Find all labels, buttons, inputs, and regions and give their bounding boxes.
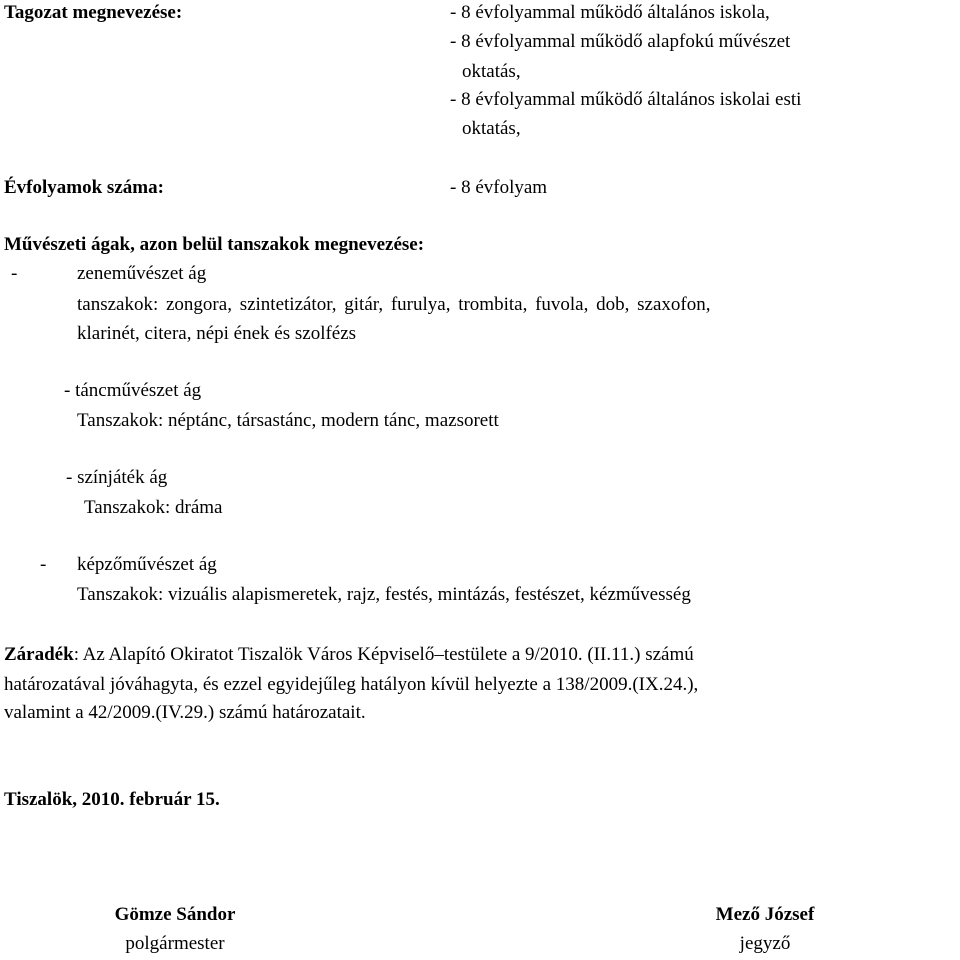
dance-title: - táncművészet ág (64, 380, 202, 401)
signature-right-name: Mező József (715, 904, 815, 925)
music-title: zeneművészet ág (77, 263, 207, 284)
signature-left-name: Gömze Sándor (114, 904, 236, 925)
visual-dash: - (40, 554, 47, 575)
signature-left-title: polgármester (125, 933, 225, 954)
visual-line-1: Tanszakok: vizuális alapismeretek, rajz, festés, mintázás, festészet, kézművesség (77, 584, 691, 605)
music-dash: - (11, 263, 18, 284)
place-date: Tiszalök, 2010. február 15. (4, 789, 220, 810)
unit-line-3: oktatás, (462, 61, 521, 82)
clause-line-3: valamint a 42/2009.(IV.29.) számú határozatait. (4, 702, 366, 723)
branches-heading: Művészeti ágak, azon belül tanszakok megnevezése: (4, 234, 425, 255)
unit-line-2: - 8 évfolyammal működő alapfokú művészet (450, 31, 791, 52)
grades-label: Évfolyamok száma: (4, 177, 164, 198)
unit-line-5: oktatás, (462, 118, 521, 139)
clause-line-2: határozatával jóváhagyta, és ezzel egyidejűleg hatályon kívül helyezte a 138/2009.(IX.24.), (4, 674, 699, 695)
drama-title: - színjáték ág (66, 467, 168, 488)
signature-right-title: jegyző (739, 933, 791, 954)
visual-title: képzőművészet ág (77, 554, 217, 575)
unit-label: Tagozat megnevezése: (4, 2, 183, 23)
clause-line-1-text: : Az Alapító Okiratot Tiszalök Város Képviselő–testülete a 9/2010. (II.11.) számú (73, 644, 694, 665)
clause-label: Záradék (4, 644, 74, 665)
unit-line-4: - 8 évfolyammal működő általános iskolai esti (450, 89, 802, 110)
music-line-1: tanszakok: zongora, szintetizátor, gitár, furulya, trombita, fuvola, dob, szaxofon, (77, 294, 711, 315)
unit-line-1: - 8 évfolyammal működő általános iskola, (450, 2, 770, 23)
dance-line-1: Tanszakok: néptánc, társastánc, modern tánc, mazsorett (77, 410, 499, 431)
music-line-2: klarinét, citera, népi ének és szolfézs (77, 323, 357, 344)
drama-line-1: Tanszakok: dráma (84, 497, 223, 518)
clause-line-1 (4, 645, 694, 664)
grades-value: - 8 évfolyam (450, 177, 548, 198)
